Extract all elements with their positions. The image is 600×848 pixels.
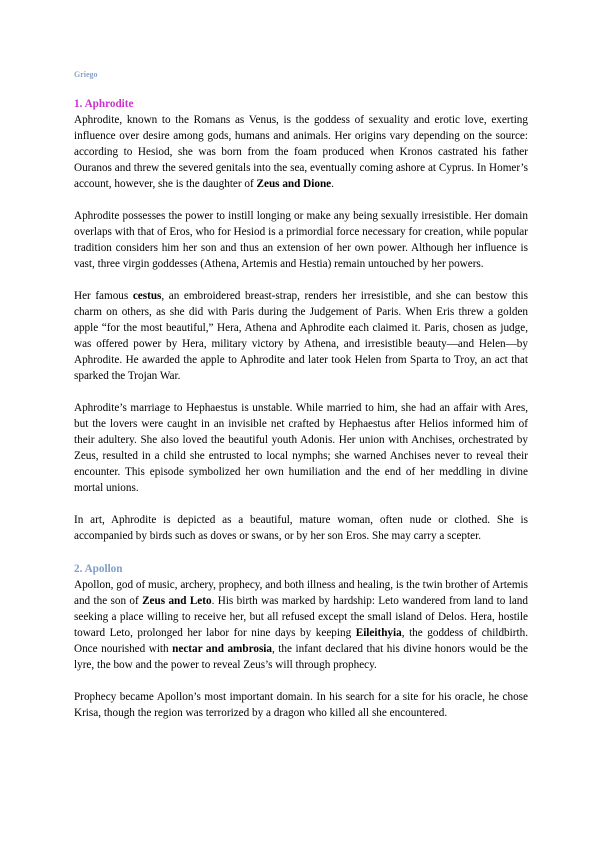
document-header-label: Griego: [74, 70, 98, 79]
text-run: Aphrodite, known to the Romans as Venus, is the goddess of sexuality and erotic love, exerting influence over desire among gods, humans and animals. Her origins vary depending on the source: according to Hesiod, she was born from the foam produced when Kronos castrated his father Ouranos and threw the severed genitals into the sea, eventually coming ashore at Cyprus. In Homer’s account, however, she is the daughter of: [74, 114, 528, 190]
paragraph-aphrodite-1: [74, 112, 528, 192]
bold-term-zeus-leto: Zeus and Leto: [142, 595, 212, 607]
text-run: Her famous: [74, 290, 133, 302]
paragraph-aphrodite-3: [74, 288, 528, 384]
bold-term-cestus: cestus: [132, 290, 162, 302]
section-title-aphrodite: 1. Aphrodite: [74, 98, 134, 110]
paragraph-aphrodite-2: [74, 208, 528, 272]
text-run: Prophecy became Apollon’s most important domain. In his search for a site for his oracle, he chose Krisa, though the region was terrorized by a dragon who killed all she encountered.: [74, 691, 528, 719]
text-run: In art, Aphrodite is depicted as a beautiful, mature woman, often nude or clothed. She is accompanied by birds such as doves or swans, or by her son Eros. She may carry a scepter.: [74, 514, 528, 542]
text-run: Aphrodite possesses the power to instill longing or make any being sexually irresistible. Her domain overlaps with that of Eros, who for Hesiod is a primordial force necessary for creation, while popular tradition considers him her son and thus an extension of her own power. Although her influence is vast, three virgin goddesses (Athena, Artemis and Hestia) remain untouched by her powers.: [74, 210, 528, 270]
text-run: .: [331, 178, 334, 190]
page-content: [74, 70, 528, 737]
section-aphrodite: [74, 97, 528, 544]
text-run: . His birth was marked by hardship: Leto wandered from land to land seeking a place willing to receive her, but all refused except the small island of Delos. Hera, hostile toward Leto, prolonged her labor for nine days by keeping: [74, 595, 528, 639]
paragraph-aphrodite-4: [74, 400, 528, 496]
paragraph-apollon-1: [74, 577, 528, 673]
bold-term-eileithyia: Eileithyia: [355, 627, 402, 639]
bold-term-zeus-dione: Zeus and Dione: [256, 178, 332, 190]
section-title-apollon: 2. Apollon: [74, 563, 123, 575]
section-apollon: [74, 562, 528, 721]
text-run: , an embroidered breast-strap, renders her irresistible, and she can bestow this charm on others, as she did with Paris during the Judgement of Paris. When Eris threw a golden apple “for the most beautiful,” Hera, Athena and Aphrodite each claimed it. Paris, chosen as judge, was offered power by Hera, military victory by Athena, and irresistible beauty—and Helen—by Aphrodite. He awarded the apple to Aphrodite and later took Helen from Sparta to Troy, an act that sparked the Trojan War.: [74, 290, 528, 382]
text-run: , the goddess of childbirth. Once nourished with: [74, 627, 528, 655]
text-run: Apollon, god of music, archery, prophecy, and both illness and healing, is the twin brother of Artemis and the son of: [74, 579, 528, 607]
paragraph-aphrodite-5: [74, 512, 528, 544]
paragraph-apollon-2: [74, 689, 528, 721]
bold-term-nectar-ambrosia: nectar and ambrosia: [172, 643, 272, 655]
text-run: , the infant declared that his divine honors would be the lyre, the bow and the power to reveal Zeus’s will through prophecy.: [74, 643, 528, 671]
text-run: Aphrodite’s marriage to Hephaestus is unstable. While married to him, she had an affair with Ares, but the lovers were caught in an invisible net crafted by Hephaestus after Helios informed him of their adultery. She also loved the beautiful youth Adonis. Her union with Anchises, orchestrated by Zeus, resulted in a child she entrusted to local nymphs; she warned Anchises never to reveal their encounter. This episode symbolized her own humiliation and the end of her meddling in divine mortal unions.: [74, 402, 528, 494]
